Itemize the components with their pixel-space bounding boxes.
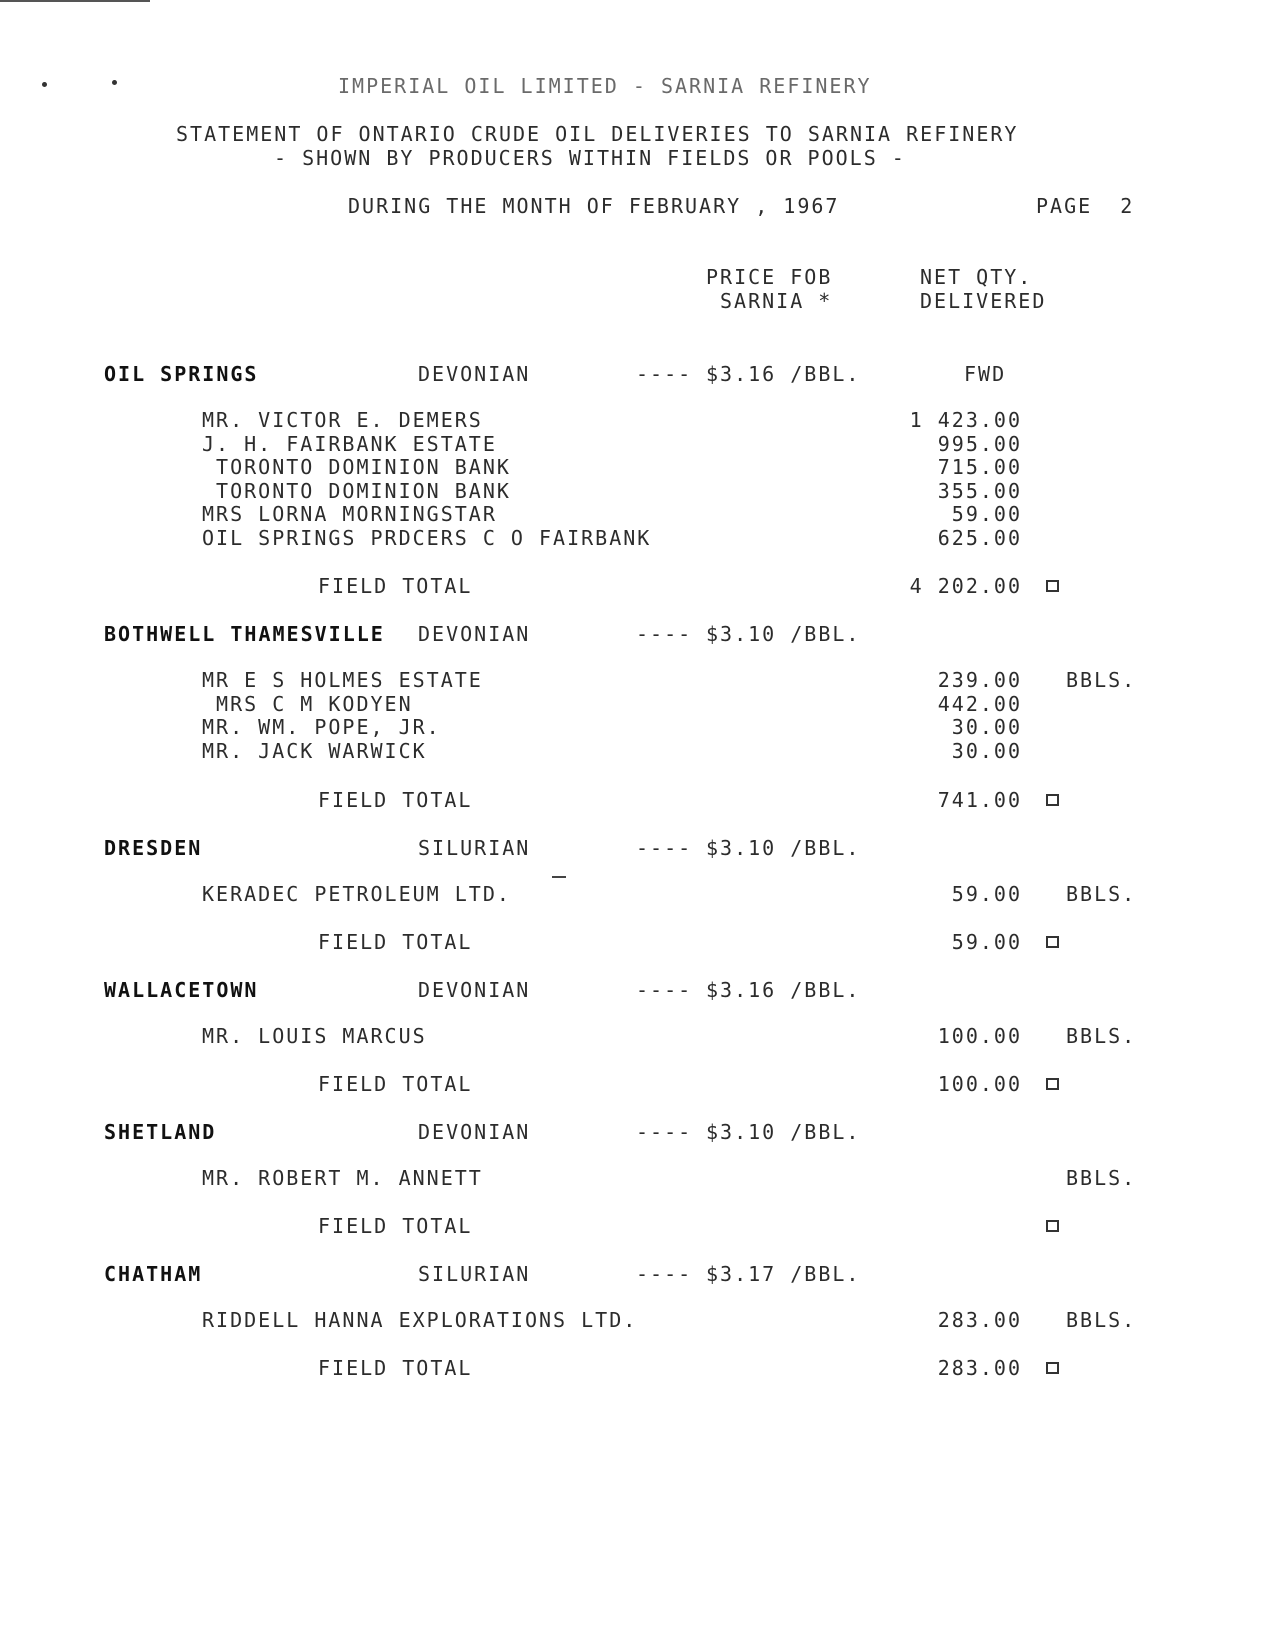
producer-name: TORONTO DOMINION BANK bbox=[202, 478, 511, 503]
field-name: SHETLAND bbox=[104, 1120, 217, 1144]
field-formation: SILURIAN bbox=[418, 836, 531, 860]
margin-dot bbox=[112, 80, 117, 85]
field-name: BOTHWELL THAMESVILLE bbox=[104, 622, 385, 646]
unit-label: BBLS. bbox=[1066, 882, 1137, 906]
statement-subtitle: - SHOWN BY PRODUCERS WITHIN FIELDS OR POOLS - bbox=[274, 146, 906, 170]
producer-qty: 995.00 bbox=[937, 431, 1022, 456]
field-dash: ---- bbox=[636, 362, 693, 386]
field-total-label: FIELD TOTAL bbox=[318, 574, 473, 598]
producer-name: RIDDELL HANNA EXPLORATIONS LTD. bbox=[202, 1308, 638, 1332]
field-formation: DEVONIAN bbox=[418, 362, 531, 386]
stray-mark bbox=[552, 876, 566, 878]
total-checkbox-mark bbox=[1046, 1220, 1059, 1232]
producer-qty: 442.00 bbox=[937, 691, 1022, 716]
field-total-label: FIELD TOTAL bbox=[318, 1072, 473, 1096]
field-name: OIL SPRINGS bbox=[104, 362, 259, 386]
statement-title: STATEMENT OF ONTARIO CRUDE OIL DELIVERIES TO SARNIA REFINERY bbox=[176, 122, 1019, 146]
unit-label: BBLS. bbox=[1066, 1308, 1137, 1332]
unit-label: BBLS. bbox=[1066, 668, 1137, 692]
field-price: $3.10 /BBL. bbox=[706, 836, 861, 860]
producer-name: TORONTO DOMINION BANK bbox=[202, 455, 511, 480]
producer-qty: 30.00 bbox=[951, 738, 1022, 763]
unit-label: BBLS. bbox=[1066, 1024, 1137, 1048]
page-number: PAGE 2 bbox=[1036, 194, 1135, 218]
field-price: $3.16 /BBL. bbox=[706, 978, 861, 1002]
field-price: $3.10 /BBL. bbox=[706, 1120, 861, 1144]
price-header-2: SARNIA * bbox=[720, 289, 833, 313]
field-formation: DEVONIAN bbox=[418, 622, 531, 646]
total-checkbox-mark bbox=[1046, 1078, 1059, 1090]
producer-name: KERADEC PETROLEUM LTD. bbox=[202, 882, 511, 906]
producer-name: MR. ROBERT M. ANNETT bbox=[202, 1166, 483, 1190]
field-name: DRESDEN bbox=[104, 836, 203, 860]
producer-qty: 59.00 bbox=[951, 882, 1022, 906]
qty-header-2: DELIVERED bbox=[920, 289, 1047, 313]
field-name: CHATHAM bbox=[104, 1262, 203, 1286]
field-formation: SILURIAN bbox=[418, 1262, 531, 1286]
forward-note: FWD bbox=[964, 362, 1007, 386]
producer-qty: 715.00 bbox=[937, 455, 1022, 480]
total-checkbox-mark bbox=[1046, 936, 1059, 948]
total-checkbox-mark bbox=[1046, 1362, 1059, 1374]
producer-qty: 1 423.00 bbox=[909, 408, 1022, 432]
producer-qty: 355.00 bbox=[937, 478, 1022, 503]
field-dash: ---- bbox=[636, 622, 693, 646]
producer-name: J. H. FAIRBANK ESTATE bbox=[202, 431, 497, 456]
field-total-value: 4 202.00 bbox=[909, 574, 1022, 598]
field-total-value: 59.00 bbox=[951, 930, 1022, 954]
unit-label: BBLS. bbox=[1066, 1166, 1137, 1190]
producer-name: MRS LORNA MORNINGSTAR bbox=[202, 502, 497, 527]
price-header-1: PRICE FOB bbox=[706, 265, 833, 289]
producer-name: MR. VICTOR E. DEMERS bbox=[202, 408, 483, 432]
producer-qty: 100.00 bbox=[937, 1024, 1022, 1048]
top-rule bbox=[0, 0, 150, 2]
field-total-label: FIELD TOTAL bbox=[318, 1356, 473, 1380]
producer-qty: 30.00 bbox=[951, 715, 1022, 740]
field-dash: ---- bbox=[636, 836, 693, 860]
producer-name: MR. WM. POPE, JR. bbox=[202, 715, 441, 740]
field-name: WALLACETOWN bbox=[104, 978, 259, 1002]
field-formation: DEVONIAN bbox=[418, 978, 531, 1002]
field-total-label: FIELD TOTAL bbox=[318, 788, 473, 812]
producer-name: MR. JACK WARWICK bbox=[202, 738, 427, 763]
producer-name: OIL SPRINGS PRDCERS C O FAIRBANK bbox=[202, 526, 652, 550]
producer-qty: 283.00 bbox=[937, 1308, 1022, 1332]
field-total-label: FIELD TOTAL bbox=[318, 930, 473, 954]
total-checkbox-mark bbox=[1046, 794, 1059, 806]
producer-qty: 239.00 bbox=[937, 668, 1022, 692]
field-total-value: 100.00 bbox=[937, 1072, 1022, 1096]
company-title: IMPERIAL OIL LIMITED - SARNIA REFINERY bbox=[338, 74, 872, 98]
field-total-value: 741.00 bbox=[937, 788, 1022, 812]
field-dash: ---- bbox=[636, 978, 693, 1002]
field-price: $3.10 /BBL. bbox=[706, 622, 861, 646]
field-price: $3.17 /BBL. bbox=[706, 1262, 861, 1286]
producer-qty: 625.00 bbox=[937, 526, 1022, 550]
producer-name: MR. LOUIS MARCUS bbox=[202, 1024, 427, 1048]
producer-qty: 59.00 bbox=[951, 502, 1022, 527]
field-price: $3.16 /BBL. bbox=[706, 362, 861, 386]
period-line: DURING THE MONTH OF FEBRUARY , 1967 bbox=[348, 194, 840, 218]
margin-dot bbox=[42, 82, 47, 87]
qty-header-1: NET QTY. bbox=[920, 265, 1033, 289]
field-total-label: FIELD TOTAL bbox=[318, 1214, 473, 1238]
field-total-value: 283.00 bbox=[937, 1356, 1022, 1380]
field-dash: ---- bbox=[636, 1120, 693, 1144]
producer-name: MRS C M KODYEN bbox=[202, 691, 413, 716]
total-checkbox-mark bbox=[1046, 580, 1059, 592]
producer-name: MR E S HOLMES ESTATE bbox=[202, 668, 483, 692]
field-dash: ---- bbox=[636, 1262, 693, 1286]
field-formation: DEVONIAN bbox=[418, 1120, 531, 1144]
